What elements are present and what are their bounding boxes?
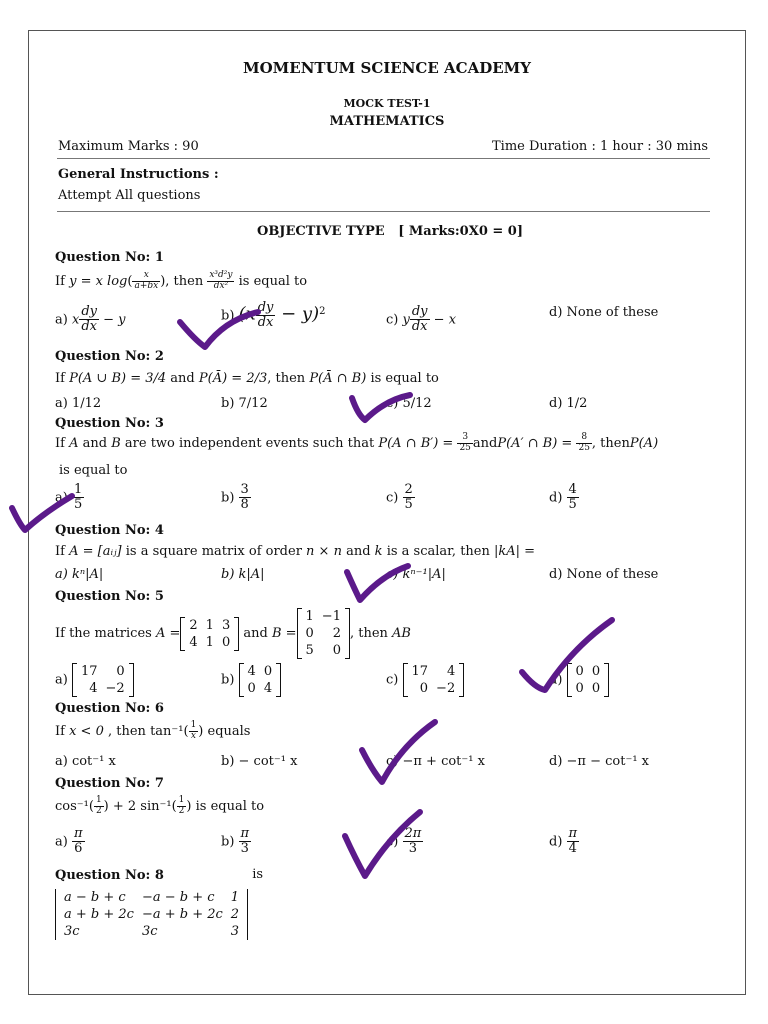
question-stem: If x < 0 , then tan⁻¹( $\frac{1}{x}$ ) equals — [55, 720, 251, 741]
matrix-cell: 2 — [332, 626, 341, 641]
fraction-num: 1 — [73, 482, 83, 497]
matrix-cell: 4 — [446, 664, 456, 679]
fraction-den: dx — [411, 319, 428, 335]
fraction-num: 2 — [404, 482, 413, 497]
option-c — [386, 663, 464, 697]
option-a — [55, 305, 126, 335]
fraction-den: dx — [257, 315, 274, 331]
stem-math: P(A ∩ B′) = — [378, 435, 458, 451]
matrix-cell: 0 — [305, 626, 314, 641]
fraction — [72, 827, 85, 857]
time-duration: Time Duration : 1 hour : 30 mins — [491, 139, 708, 154]
stem-text: If — [55, 435, 70, 451]
question-label: Question No: 2 — [55, 349, 164, 364]
stem-text: is equal to — [366, 371, 439, 386]
matrix-cell: 0 — [575, 664, 584, 679]
stem-text: If the matrices — [55, 626, 156, 641]
fraction — [256, 301, 276, 331]
option-math: y — [402, 312, 410, 328]
option-b — [221, 827, 251, 857]
question-stem — [55, 433, 658, 454]
stem-math: P(A′ ∩ B) = — [497, 435, 577, 451]
fraction-den: 5 — [73, 497, 83, 513]
question-label: Question No: 7 — [55, 776, 164, 791]
fraction-den: 6 — [74, 841, 83, 857]
stem-text: equals — [203, 723, 251, 739]
fraction-den: x — [190, 730, 196, 741]
question-stem: cos⁻¹( $\frac{1}{2}$ ) + 2 sin⁻¹( $\frac{1}{2}$ ) is equal to — [55, 795, 265, 816]
matrix-cell: 1 — [305, 609, 314, 624]
matrix-cell: 0 — [591, 681, 601, 696]
option-c: c) kⁿ⁻¹|A| — [386, 567, 446, 582]
option-matrix — [239, 663, 282, 697]
option-math: (x — [238, 303, 256, 325]
option-label: c) — [386, 834, 399, 850]
fraction — [239, 483, 251, 513]
stem-math: cos⁻¹ — [55, 798, 89, 814]
stem-text: and — [341, 544, 375, 559]
option-a: a) 1/12 — [55, 396, 102, 411]
fraction-num: 4 — [568, 482, 577, 497]
fraction-num: π — [240, 826, 250, 841]
fraction-num: x — [132, 271, 160, 282]
fraction-den: 4 — [568, 841, 577, 857]
fraction-den: 5 — [404, 497, 413, 513]
stem-math: B = — [271, 626, 297, 641]
fraction-num: 2π — [404, 826, 422, 841]
stem-text: , then — [267, 371, 310, 386]
option-d: d) −π − cot⁻¹ x — [549, 754, 649, 769]
fraction-num: 3 — [457, 433, 472, 444]
question-stem — [55, 371, 439, 386]
stem-math: n × n — [306, 544, 342, 559]
matrix-cell: −1 — [321, 609, 341, 624]
fraction — [576, 433, 591, 454]
stem-math: A = [aᵢⱼ] — [69, 544, 122, 559]
option-label: c) — [386, 672, 399, 688]
option-c — [386, 827, 423, 857]
stem-math: tan⁻¹ — [150, 723, 184, 739]
divider — [57, 211, 710, 212]
option-label: d) — [549, 490, 563, 506]
matrix-cell: 0 — [332, 643, 341, 658]
section-name: OBJECTIVE TYPE — [257, 224, 385, 239]
option-label: a) — [55, 312, 68, 328]
stem-text: , then — [349, 626, 393, 641]
stem-math: P(A ∪ B) = 3/4 — [69, 371, 167, 386]
option-math: − y — [98, 312, 126, 328]
fraction — [410, 305, 430, 335]
option-c: c) −π + cot⁻¹ x — [386, 754, 485, 769]
question-label: Question No: 4 — [55, 523, 164, 538]
matrix-cell: 3c — [64, 924, 80, 939]
matrix-cell: −a − b + c — [141, 890, 215, 905]
stem-text: and — [166, 371, 199, 386]
stem-text: is a scalar, then — [382, 544, 494, 559]
matrix-cell: 0 — [221, 634, 231, 650]
option-math: − x — [429, 312, 457, 328]
matrix-cell: 0 — [419, 681, 429, 696]
matrix-cell: 0 — [116, 664, 125, 679]
stem-text: If — [55, 723, 70, 739]
fraction-num: π — [568, 826, 578, 841]
fraction — [567, 827, 580, 857]
stem-math: B — [111, 435, 121, 451]
stem-math: + 2 sin⁻¹ — [108, 798, 172, 814]
option-matrix — [72, 663, 134, 697]
option-label: b) — [221, 834, 235, 850]
matrix-cell: 1 — [205, 634, 214, 650]
matrix-cell: 4 — [263, 681, 273, 696]
matrix-cell: 0 — [591, 664, 601, 679]
question-paper — [28, 30, 746, 995]
institute-title: MOMENTUM SCIENCE ACADEMY — [243, 59, 531, 77]
matrix-cell: 17 — [80, 664, 98, 679]
stem-math: P(Ā) = 2/3 — [198, 371, 268, 386]
option-label: a) — [55, 834, 68, 850]
option-label: b) — [221, 490, 235, 506]
stem-text: and — [78, 435, 112, 451]
section-marks: [ Marks:0X0 = 0] — [398, 224, 524, 239]
test-name: MOCK TEST-1 — [343, 97, 431, 110]
question-label: Question No: 5 — [55, 589, 164, 604]
fraction-num: 3 — [240, 482, 249, 497]
option-label: c) — [386, 312, 399, 328]
subject-title: MATHEMATICS — [329, 114, 445, 129]
fraction-num: 1 — [95, 795, 102, 805]
option-b — [221, 483, 251, 513]
stem-text: is a square matrix of order — [121, 544, 307, 559]
stem-text: and — [239, 626, 272, 641]
matrix-cell: 4 — [189, 634, 198, 650]
option-label: d) — [549, 672, 563, 688]
stem-math: P(Ā ∩ B) — [309, 371, 367, 386]
fraction-den: dx — [81, 319, 97, 335]
option-b: b) 7/12 — [221, 396, 268, 411]
fraction-den: 25 — [459, 442, 471, 453]
matrix-cell: 4 — [89, 681, 98, 696]
fraction-num: 8 — [576, 433, 591, 444]
option-d — [549, 483, 579, 513]
matrix-cell: 3 — [230, 924, 240, 939]
fraction-den: 5 — [568, 497, 577, 513]
fraction-num: dy — [257, 300, 274, 315]
option-c — [386, 483, 415, 513]
stem-text: is — [252, 867, 264, 882]
fraction — [567, 483, 579, 513]
option-b: b) k|A| — [221, 567, 265, 582]
option-d: d) None of these — [549, 305, 659, 320]
option-c: c) 5/12 — [386, 396, 432, 411]
fraction — [79, 305, 99, 335]
fraction-num: dy — [411, 304, 428, 319]
matrix-cell: 1 — [230, 890, 240, 905]
stem-text: is equal to — [234, 273, 308, 289]
matrix-cell: 2 — [189, 617, 198, 633]
fraction — [72, 483, 84, 513]
option-d — [549, 827, 579, 857]
stem-text: is equal to — [191, 798, 265, 814]
question-stem-continued: is equal to — [59, 463, 128, 478]
fraction-den: 2 — [95, 805, 102, 816]
determinant — [55, 889, 248, 940]
option-a — [55, 827, 85, 857]
stem-text: are two independent events such that — [120, 435, 379, 451]
fraction-den: a+bx — [134, 280, 159, 291]
fraction — [207, 271, 234, 292]
option-label: b) — [221, 308, 235, 324]
option-math: − y) — [275, 303, 320, 325]
matrix-b — [297, 608, 350, 659]
matrix-cell: 2 — [230, 907, 240, 922]
question-stem — [55, 544, 535, 559]
option-matrix — [567, 663, 610, 697]
option-d: d) 1/2 — [549, 396, 588, 411]
option-a: a) cot⁻¹ x — [55, 754, 116, 769]
stem-text: If — [55, 544, 70, 559]
fraction-den: dx² — [213, 280, 229, 291]
option-label: a) — [55, 490, 68, 506]
fraction — [239, 827, 252, 857]
option-d — [549, 663, 609, 697]
stem-text: , then — [103, 723, 151, 739]
matrix-a — [180, 617, 239, 651]
question-label: Question No: 8 — [55, 868, 164, 883]
option-label: a) — [55, 672, 68, 688]
fraction — [457, 433, 472, 454]
fraction-num: dy — [81, 304, 97, 319]
stem-math: y = x log — [69, 273, 128, 289]
stem-math: x < 0 — [69, 723, 104, 739]
question-label: Question No: 3 — [55, 416, 164, 431]
exponent: 2 — [319, 305, 326, 317]
max-marks: Maximum Marks : 90 — [58, 139, 199, 154]
matrix-cell: 0 — [247, 681, 256, 696]
matrix-cell: a + b + 2c — [64, 907, 134, 922]
fraction-num: 1 — [190, 720, 197, 730]
instructions-heading: General Instructions : — [58, 167, 219, 182]
stem-text: If — [55, 273, 70, 289]
question-stem — [55, 608, 411, 659]
matrix-cell: 4 — [247, 664, 256, 679]
stem-text: and — [472, 435, 498, 451]
option-a — [55, 663, 134, 697]
option-matrix — [403, 663, 465, 697]
question-label: Question No: 1 — [55, 250, 164, 265]
question-stem: If y = x log( $\frac{x}{a+bx}$ ), then $\frac{\text{x³d²y}}{\text{dx²}}$ is equal to — [55, 270, 308, 291]
option-b: b) − cot⁻¹ x — [221, 754, 298, 769]
matrix-cell: 17 — [411, 664, 429, 679]
stem-math: AB — [392, 626, 411, 641]
option-math: x — [71, 312, 80, 328]
option-b — [221, 663, 281, 697]
matrix-cell: 3c — [141, 924, 158, 939]
fraction — [132, 271, 160, 292]
matrix-cell: 0 — [575, 681, 584, 696]
matrix-cell: −a + b + 2c — [141, 907, 223, 922]
matrix-cell: 1 — [205, 617, 214, 633]
option-c — [386, 305, 456, 335]
fraction — [403, 827, 424, 857]
stem-math: A = — [155, 626, 181, 641]
matrix-cell: −2 — [105, 681, 125, 696]
stem-math: k — [374, 544, 383, 559]
stem-math: A — [69, 435, 79, 451]
fraction — [177, 796, 187, 817]
fraction-den: 3 — [408, 841, 418, 857]
question-label: Question No: 6 — [55, 701, 164, 716]
stem-math: P(A) — [629, 435, 659, 451]
divider — [57, 158, 710, 159]
fraction-num: 1 — [178, 795, 185, 805]
instructions-text: Attempt All questions — [58, 188, 201, 203]
fraction — [94, 796, 104, 817]
fraction — [403, 483, 415, 513]
fraction-den: 25 — [578, 442, 590, 453]
matrix-cell: 5 — [305, 643, 314, 658]
stem-text: , then — [591, 435, 630, 451]
option-label: b) — [221, 672, 235, 688]
fraction-den: 3 — [240, 841, 249, 857]
matrix-cell: −2 — [436, 681, 456, 696]
option-a: a) kⁿ|A| — [55, 567, 104, 582]
fraction-num: x³d²y — [209, 270, 233, 280]
option-label: c) — [386, 490, 399, 506]
matrix-cell: 0 — [263, 664, 273, 679]
option-b — [221, 301, 326, 331]
stem-text: , then — [165, 273, 208, 289]
matrix-cell: 3 — [221, 617, 231, 633]
fraction-num: π — [73, 826, 83, 841]
stem-math: |kA| = — [494, 544, 536, 559]
option-label: d) — [549, 834, 563, 850]
option-d: d) None of these — [549, 567, 659, 582]
fraction-den: 8 — [240, 497, 249, 513]
fraction-den: 2 — [178, 805, 185, 816]
stem-text: If — [55, 371, 70, 386]
fraction — [189, 721, 199, 742]
option-a — [55, 483, 84, 513]
section-title — [257, 224, 523, 239]
matrix-cell: a − b + c — [64, 890, 126, 905]
